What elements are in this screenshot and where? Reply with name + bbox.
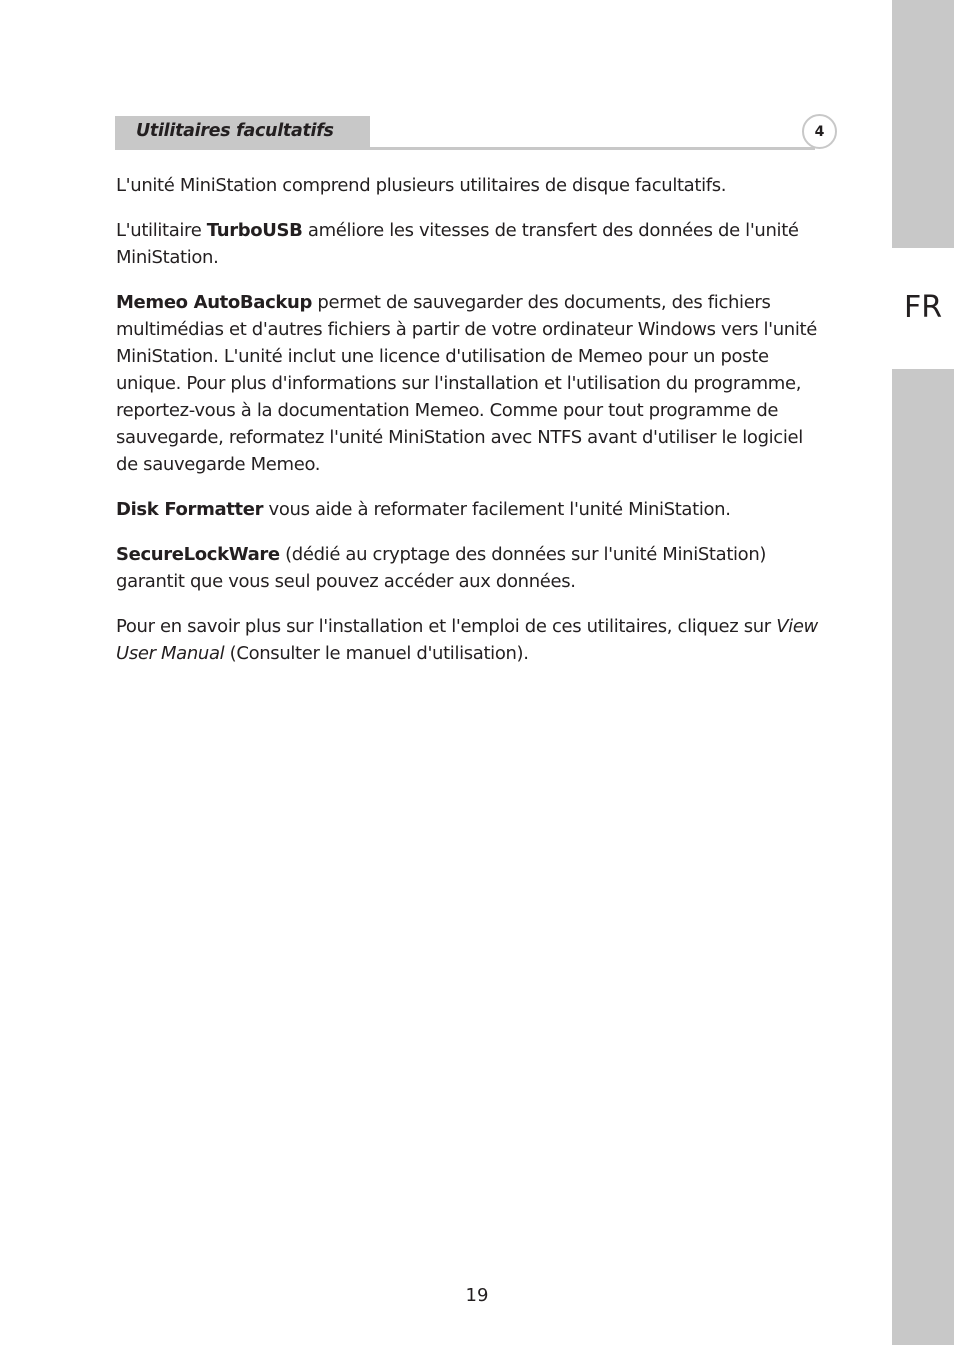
turbousb-lead: L'utilitaire bbox=[116, 220, 207, 241]
memeo-term: Memeo AutoBackup bbox=[116, 292, 313, 313]
language-tab-upper bbox=[892, 0, 954, 248]
section-header bbox=[115, 116, 837, 150]
turbousb-term: TurboUSB bbox=[206, 220, 303, 241]
language-tab-lower bbox=[892, 369, 954, 1345]
memeo-description: permet de sauvegarder des documents, des fichiers multimédias et d'autres fichiers à partir de votre ordinateur Windows vers l'unité MiniStation. L'unité inclut une licence d'utilisation de Memeo pour un poste unique. Pour plus d'informations sur l'installation et l'utilisation du programme, reportez-vous à la documentation Memeo. Comme pour tout programme de sauvegarde, reformatez l'unité MiniStation avec NTFS avant d'utiliser le logiciel de sauvegarde Memeo. bbox=[116, 292, 817, 475]
paragraph-intro bbox=[116, 172, 828, 199]
paragraph-disk-formatter bbox=[116, 496, 828, 523]
disk-formatter-description: vous aide à reformater facilement l'unité MiniStation. bbox=[263, 499, 731, 520]
more-info-lead: Pour en savoir plus sur l'installation et l'emploi de ces utilitaires, cliquez sur bbox=[116, 616, 777, 637]
securelockware-term: SecureLockWare bbox=[116, 544, 280, 565]
language-label: FR bbox=[904, 290, 943, 325]
securelockware-description: (dédié au cryptage des données sur l'unité MiniStation) garantit que vous seul pouvez accéder aux données. bbox=[116, 544, 767, 592]
more-info-tail: (Consulter le manuel d'utilisation). bbox=[224, 643, 529, 664]
paragraph-securelockware bbox=[116, 541, 828, 595]
disk-formatter-term: Disk Formatter bbox=[116, 499, 264, 520]
turbousb-description: améliore les vitesses de transfert des données de l'unité MiniStation. bbox=[116, 220, 799, 268]
section-title: Utilitaires facultatifs bbox=[136, 121, 334, 141]
paragraph-turbousb bbox=[116, 217, 828, 271]
intro-text: L'unité MiniStation comprend plusieurs utilitaires de disque facultatifs. bbox=[116, 175, 727, 196]
section-rule bbox=[115, 147, 815, 150]
chapter-number-badge: 4 bbox=[802, 114, 837, 149]
body-content bbox=[116, 172, 828, 685]
paragraph-memeo bbox=[116, 289, 828, 478]
page-number: 19 bbox=[465, 1285, 489, 1306]
view-user-manual-term: View User Manual bbox=[116, 616, 818, 664]
paragraph-more-info bbox=[116, 613, 828, 667]
